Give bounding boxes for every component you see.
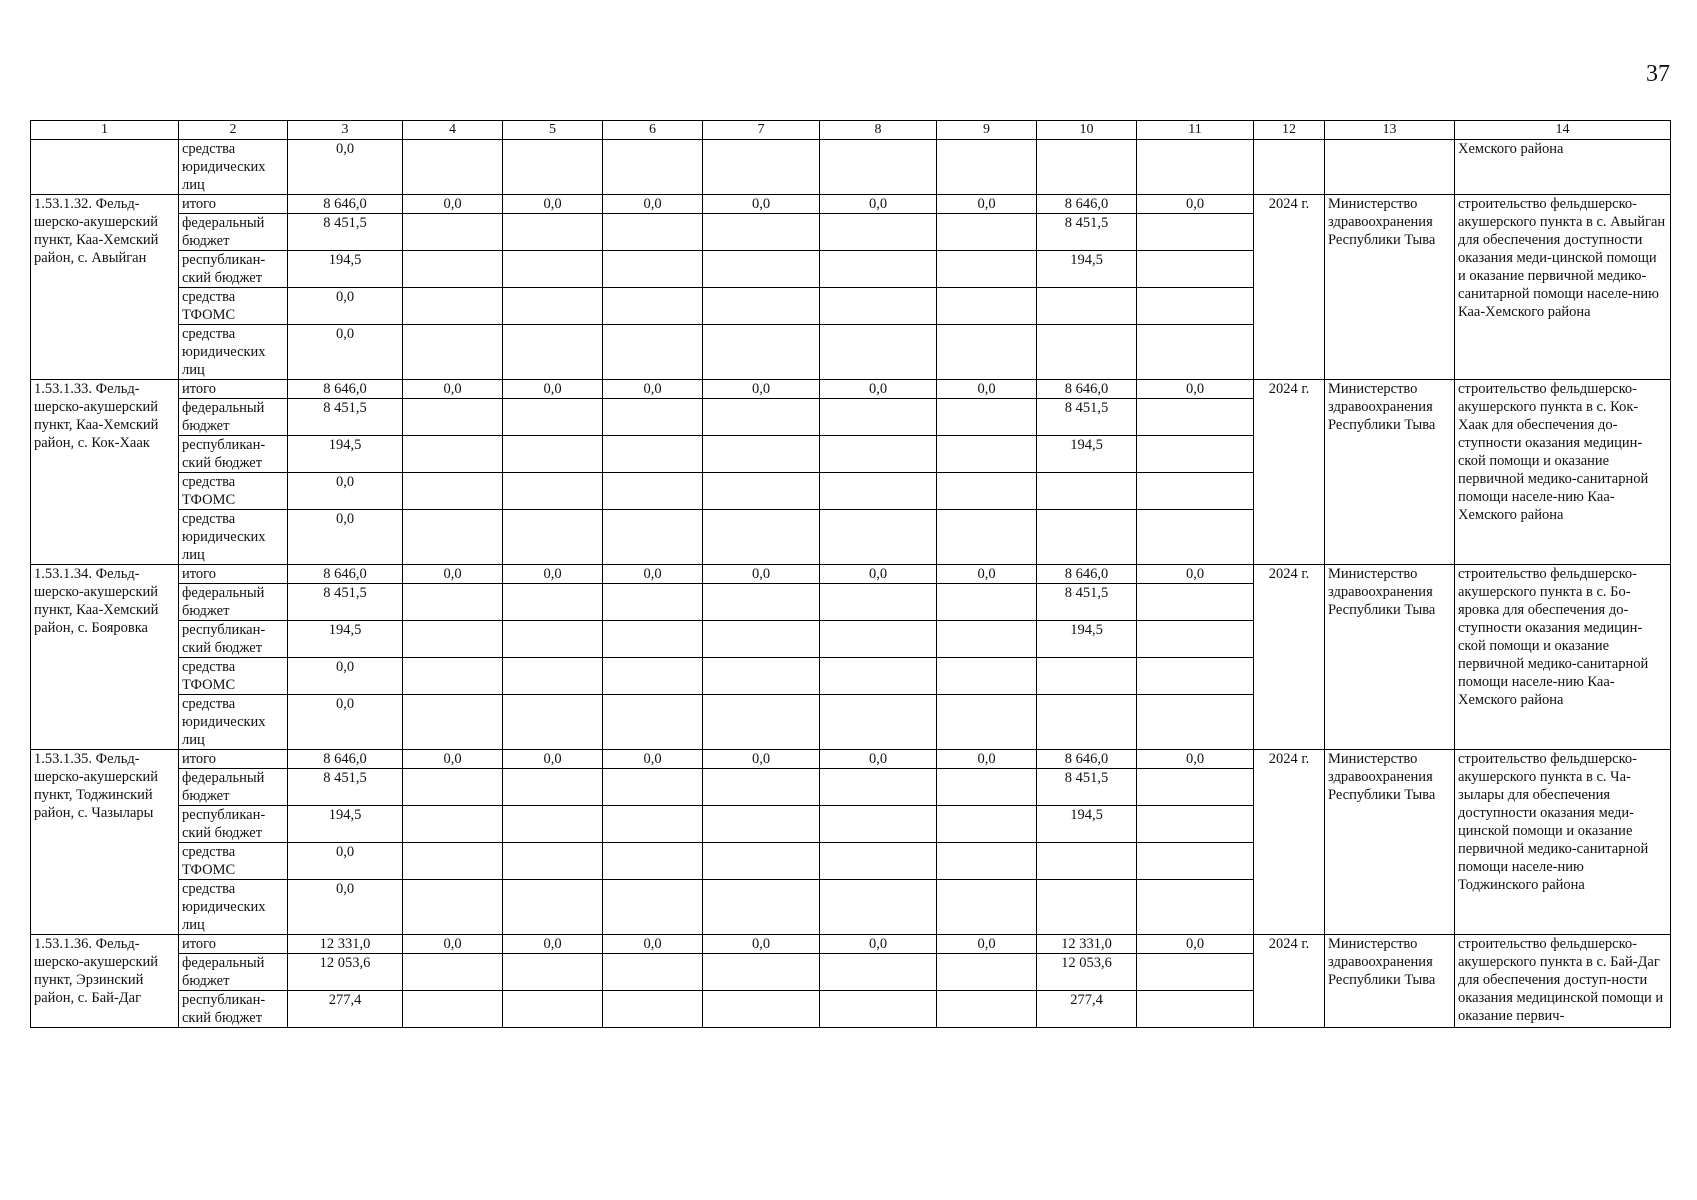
amount-cell [403,584,503,621]
amount-cell [603,436,703,473]
amount-cell: 194,5 [1037,621,1137,658]
funding-source-label: федеральный бюджет [179,769,288,806]
amount-cell [820,251,937,288]
amount-cell: 0,0 [703,380,820,399]
amount-cell [603,954,703,991]
amount-cell [403,880,503,935]
funding-source-label: федеральный бюджет [179,399,288,436]
funding-source-label: федеральный бюджет [179,584,288,621]
amount-cell [1137,399,1254,436]
amount-cell [703,251,820,288]
column-header: 12 [1254,121,1325,140]
amount-cell: 0,0 [703,195,820,214]
amount-cell [1137,214,1254,251]
amount-cell [820,769,937,806]
amount-cell: 8 451,5 [288,214,403,251]
amount-cell [820,806,937,843]
amount-cell [1137,843,1254,880]
column-header: 4 [403,121,503,140]
amount-cell: 8 451,5 [1037,769,1137,806]
amount-cell [937,214,1037,251]
amount-cell: 0,0 [403,380,503,399]
amount-cell: 0,0 [288,510,403,565]
funding-source-label: средства ТФОМС [179,658,288,695]
amount-cell: 8 646,0 [1037,565,1137,584]
section-row-total [31,380,1671,399]
amount-cell [937,991,1037,1028]
amount-cell [603,473,703,510]
amount-cell [1137,325,1254,380]
column-header: 1 [31,121,179,140]
amount-cell [603,880,703,935]
amount-cell: 277,4 [1037,991,1137,1028]
amount-cell [403,325,503,380]
year-cell: 2024 г. [1254,195,1325,380]
amount-cell [937,806,1037,843]
amount-cell [403,658,503,695]
amount-cell [603,769,703,806]
section-row-total [31,565,1671,584]
amount-cell [503,251,603,288]
amount-cell [1137,658,1254,695]
column-header: 10 [1037,121,1137,140]
empty-cell [403,140,503,195]
amount-cell: 0,0 [603,565,703,584]
empty-cell [703,140,820,195]
amount-cell [403,399,503,436]
amount-cell: 8 451,5 [288,399,403,436]
amount-cell: 0,0 [703,750,820,769]
object-name-cell: 1.53.1.35. Фельд-шерско-акушерский пункт, Тоджинский район, с. Чазылары [31,750,179,935]
amount-cell [503,880,603,935]
amount-cell: 0,0 [820,750,937,769]
amount-cell [503,621,603,658]
funding-source-label: итого [179,565,288,584]
amount-cell [503,954,603,991]
year-cell: 2024 г. [1254,565,1325,750]
amount-cell [403,288,503,325]
funding-source-label: федеральный бюджет [179,954,288,991]
amount-cell: 0,0 [603,750,703,769]
funding-source-label: средства ТФОМС [179,843,288,880]
amount-cell [1137,473,1254,510]
funding-source-label: республикан-ский бюджет [179,806,288,843]
amount-cell [703,510,820,565]
amount-cell: 0,0 [1137,195,1254,214]
amount-cell: 12 053,6 [288,954,403,991]
amount-cell [937,880,1037,935]
amount-cell [503,843,603,880]
amount-cell: 8 646,0 [1037,380,1137,399]
amount-cell [820,325,937,380]
amount-cell [403,473,503,510]
funding-source-label: средства ТФОМС [179,288,288,325]
amount-cell [503,399,603,436]
amount-cell [1137,251,1254,288]
amount-cell [1037,510,1137,565]
amount-cell [403,214,503,251]
amount-cell [403,436,503,473]
funding-source-label: итого [179,380,288,399]
description-cell: строительство фельдшерско-акушерского пункта в с. Ча-зылары для обеспечения доступности оказания меди-цинской помощи и оказание первичной медико-санитарной помощи населе-нию Тоджинского района [1455,750,1671,935]
amount-cell: 8 646,0 [288,380,403,399]
amount-cell [603,325,703,380]
amount-cell: 0,0 [403,750,503,769]
amount-cell: 0,0 [403,195,503,214]
amount-cell [820,954,937,991]
amount-cell [503,991,603,1028]
amount-cell: 0,0 [288,140,403,195]
amount-cell: 0,0 [937,195,1037,214]
amount-cell [403,621,503,658]
amount-cell [603,510,703,565]
column-number-row [31,121,1671,140]
column-header: 2 [179,121,288,140]
amount-cell [820,991,937,1028]
amount-cell [937,769,1037,806]
amount-cell: 0,0 [703,565,820,584]
amount-cell: 0,0 [503,380,603,399]
amount-cell [703,695,820,750]
amount-cell [503,584,603,621]
amount-cell [403,806,503,843]
amount-cell [820,214,937,251]
amount-cell [603,695,703,750]
amount-cell: 8 451,5 [1037,214,1137,251]
amount-cell [1137,436,1254,473]
column-header: 14 [1455,121,1671,140]
amount-cell [403,843,503,880]
amount-cell [703,769,820,806]
amount-cell [820,658,937,695]
amount-cell: 0,0 [937,935,1037,954]
amount-cell: 8 646,0 [288,750,403,769]
amount-cell [703,473,820,510]
amount-cell: 194,5 [288,251,403,288]
amount-cell: 0,0 [937,380,1037,399]
empty-cell [1137,140,1254,195]
amount-cell [937,473,1037,510]
amount-cell: 0,0 [703,935,820,954]
amount-cell [503,288,603,325]
amount-cell: 0,0 [937,565,1037,584]
amount-cell [703,806,820,843]
amount-cell [820,288,937,325]
amount-cell: 0,0 [1137,380,1254,399]
amount-cell [1037,658,1137,695]
amount-cell [703,214,820,251]
description-cell: строительство фельдшерско-акушерского пункта в с. Бай-Даг для обеспечения доступ-ности оказания медицинской помощи и оказание первич- [1455,935,1671,1028]
amount-cell [403,954,503,991]
amount-cell: 8 646,0 [1037,195,1137,214]
carryover-row [31,140,1671,195]
amount-cell: 0,0 [820,195,937,214]
amount-cell [820,621,937,658]
amount-cell [1037,288,1137,325]
amount-cell: 194,5 [288,621,403,658]
amount-cell [403,769,503,806]
amount-cell [1037,695,1137,750]
amount-cell: 12 053,6 [1037,954,1137,991]
amount-cell: 8 451,5 [1037,584,1137,621]
amount-cell: 0,0 [603,195,703,214]
amount-cell [937,436,1037,473]
amount-cell [1137,584,1254,621]
amount-cell [1137,288,1254,325]
amount-cell [703,288,820,325]
amount-cell [703,991,820,1028]
empty-cell [1254,140,1325,195]
amount-cell [820,473,937,510]
amount-cell: 0,0 [288,473,403,510]
funding-source-label: республикан-ский бюджет [179,251,288,288]
section-row-total [31,195,1671,214]
column-header: 5 [503,121,603,140]
column-header: 13 [1325,121,1455,140]
budget-table [30,120,1671,1028]
amount-cell [820,436,937,473]
year-cell: 2024 г. [1254,750,1325,935]
amount-cell [820,584,937,621]
column-header: 6 [603,121,703,140]
amount-cell [1037,473,1137,510]
amount-cell [603,251,703,288]
amount-cell [403,991,503,1028]
amount-cell [603,399,703,436]
amount-cell [937,399,1037,436]
amount-cell [1137,954,1254,991]
amount-cell: 194,5 [288,436,403,473]
executor-cell: Министерство здравоохранения Республики Тыва [1325,750,1455,935]
description-cell: строительство фельдшерско-акушерского пункта в с. Кок-Хаак для обеспечения до-ступности оказания медицин-ской помощи и оказание первичной медико-санитарной помощи населе-нию Каа-Хемского района [1455,380,1671,565]
amount-cell [937,584,1037,621]
column-header: 8 [820,121,937,140]
amount-cell [603,214,703,251]
funding-source-label: республикан-ский бюджет [179,991,288,1028]
object-name-cell: 1.53.1.32. Фельд-шерско-акушерский пункт, Каа-Хемский район, с. Авыйган [31,195,179,380]
amount-cell: 8 646,0 [288,565,403,584]
column-header: 7 [703,121,820,140]
amount-cell [820,399,937,436]
amount-cell [503,473,603,510]
executor-cell: Министерство здравоохранения Республики Тыва [1325,565,1455,750]
funding-source-label: федеральный бюджет [179,214,288,251]
amount-cell: 0,0 [503,935,603,954]
object-name-cell: 1.53.1.33. Фельд-шерско-акушерский пункт, Каа-Хемский район, с. Кок-Хаак [31,380,179,565]
amount-cell [603,806,703,843]
column-header: 3 [288,121,403,140]
funding-source-label: итого [179,750,288,769]
amount-cell: 12 331,0 [288,935,403,954]
empty-cell [820,140,937,195]
empty-cell [1325,140,1455,195]
amount-cell [503,436,603,473]
amount-cell [1137,880,1254,935]
amount-cell: 8 451,5 [288,584,403,621]
amount-cell [1137,621,1254,658]
amount-cell: 0,0 [288,880,403,935]
description-cell: Хемского района [1455,140,1671,195]
amount-cell [820,843,937,880]
executor-cell: Министерство здравоохранения Республики Тыва [1325,380,1455,565]
amount-cell [603,843,703,880]
funding-source-label: средства юридических лиц [179,140,288,195]
amount-cell: 0,0 [1137,935,1254,954]
amount-cell: 0,0 [288,288,403,325]
amount-cell [937,658,1037,695]
amount-cell: 8 451,5 [1037,399,1137,436]
amount-cell [1137,806,1254,843]
amount-cell: 194,5 [1037,436,1137,473]
amount-cell [703,954,820,991]
amount-cell [503,214,603,251]
amount-cell [703,436,820,473]
amount-cell [703,880,820,935]
table-body [31,121,1671,1028]
funding-source-label: средства юридических лиц [179,695,288,750]
amount-cell [937,288,1037,325]
amount-cell [503,325,603,380]
amount-cell [937,695,1037,750]
amount-cell [403,251,503,288]
funding-source-label: средства ТФОМС [179,473,288,510]
amount-cell [1137,991,1254,1028]
amount-cell [937,843,1037,880]
amount-cell [1037,325,1137,380]
amount-cell: 0,0 [820,565,937,584]
amount-cell [1137,510,1254,565]
amount-cell: 0,0 [288,658,403,695]
year-cell: 2024 г. [1254,380,1325,565]
amount-cell [603,621,703,658]
empty-cell [603,140,703,195]
amount-cell [503,806,603,843]
amount-cell: 8 451,5 [288,769,403,806]
funding-source-label: республикан-ский бюджет [179,436,288,473]
amount-cell [1037,880,1137,935]
amount-cell: 277,4 [288,991,403,1028]
amount-cell [703,584,820,621]
amount-cell [937,251,1037,288]
amount-cell: 0,0 [603,380,703,399]
amount-cell [703,658,820,695]
amount-cell [703,843,820,880]
amount-cell [503,510,603,565]
amount-cell: 8 646,0 [288,195,403,214]
amount-cell [503,695,603,750]
amount-cell: 0,0 [403,935,503,954]
executor-cell: Министерство здравоохранения Республики Тыва [1325,195,1455,380]
amount-cell: 0,0 [503,565,603,584]
amount-cell [603,658,703,695]
description-cell: строительство фельдшерско-акушерского пункта в с. Бо-яровка для обеспечения до-ступности оказания медицин-ской помощи и оказание первичной медико-санитарной помощи населе-нию Каа-Хемского района [1455,565,1671,750]
amount-cell [603,584,703,621]
amount-cell: 0,0 [503,750,603,769]
amount-cell [820,695,937,750]
amount-cell [503,658,603,695]
funding-source-label: итого [179,935,288,954]
amount-cell [1137,695,1254,750]
amount-cell [937,621,1037,658]
amount-cell [503,769,603,806]
amount-cell [403,695,503,750]
amount-cell [937,325,1037,380]
amount-cell [703,399,820,436]
amount-cell: 0,0 [820,380,937,399]
column-header: 9 [937,121,1037,140]
amount-cell: 0,0 [288,843,403,880]
empty-cell [31,140,179,195]
amount-cell: 0,0 [1137,750,1254,769]
object-name-cell: 1.53.1.34. Фельд-шерско-акушерский пункт, Каа-Хемский район, с. Бояровка [31,565,179,750]
section-row-total [31,935,1671,954]
funding-source-label: средства юридических лиц [179,325,288,380]
amount-cell [820,510,937,565]
amount-cell: 194,5 [1037,806,1137,843]
amount-cell [603,288,703,325]
year-cell: 2024 г. [1254,935,1325,1028]
section-row-total [31,750,1671,769]
amount-cell [820,880,937,935]
amount-cell: 0,0 [288,695,403,750]
column-header: 11 [1137,121,1254,140]
funding-source-label: средства юридических лиц [179,510,288,565]
amount-cell: 194,5 [288,806,403,843]
empty-cell [503,140,603,195]
amount-cell: 0,0 [820,935,937,954]
object-name-cell: 1.53.1.36. Фельд-шерско-акушерский пункт, Эрзинский район, с. Бай-Даг [31,935,179,1028]
amount-cell: 0,0 [603,935,703,954]
amount-cell: 8 646,0 [1037,750,1137,769]
page-number: 37 [1646,61,1670,87]
empty-cell [937,140,1037,195]
amount-cell: 12 331,0 [1037,935,1137,954]
amount-cell: 0,0 [403,565,503,584]
amount-cell [703,621,820,658]
funding-source-label: республикан-ский бюджет [179,621,288,658]
funding-source-label: итого [179,195,288,214]
amount-cell [1137,769,1254,806]
amount-cell: 0,0 [1137,565,1254,584]
amount-cell [937,954,1037,991]
funding-source-label: средства юридических лиц [179,880,288,935]
amount-cell [603,991,703,1028]
empty-cell [1037,140,1137,195]
amount-cell [1037,843,1137,880]
executor-cell: Министерство здравоохранения Республики Тыва [1325,935,1455,1028]
amount-cell [937,510,1037,565]
amount-cell [703,325,820,380]
amount-cell: 0,0 [503,195,603,214]
amount-cell: 194,5 [1037,251,1137,288]
description-cell: строительство фельдшерско-акушерского пункта в с. Авыйган для обеспечения доступности оказания меди-цинской помощи и оказание первичной медико-санитарной помощи населе-нию Каа-Хемского района [1455,195,1671,380]
amount-cell: 0,0 [937,750,1037,769]
amount-cell [403,510,503,565]
amount-cell: 0,0 [288,325,403,380]
